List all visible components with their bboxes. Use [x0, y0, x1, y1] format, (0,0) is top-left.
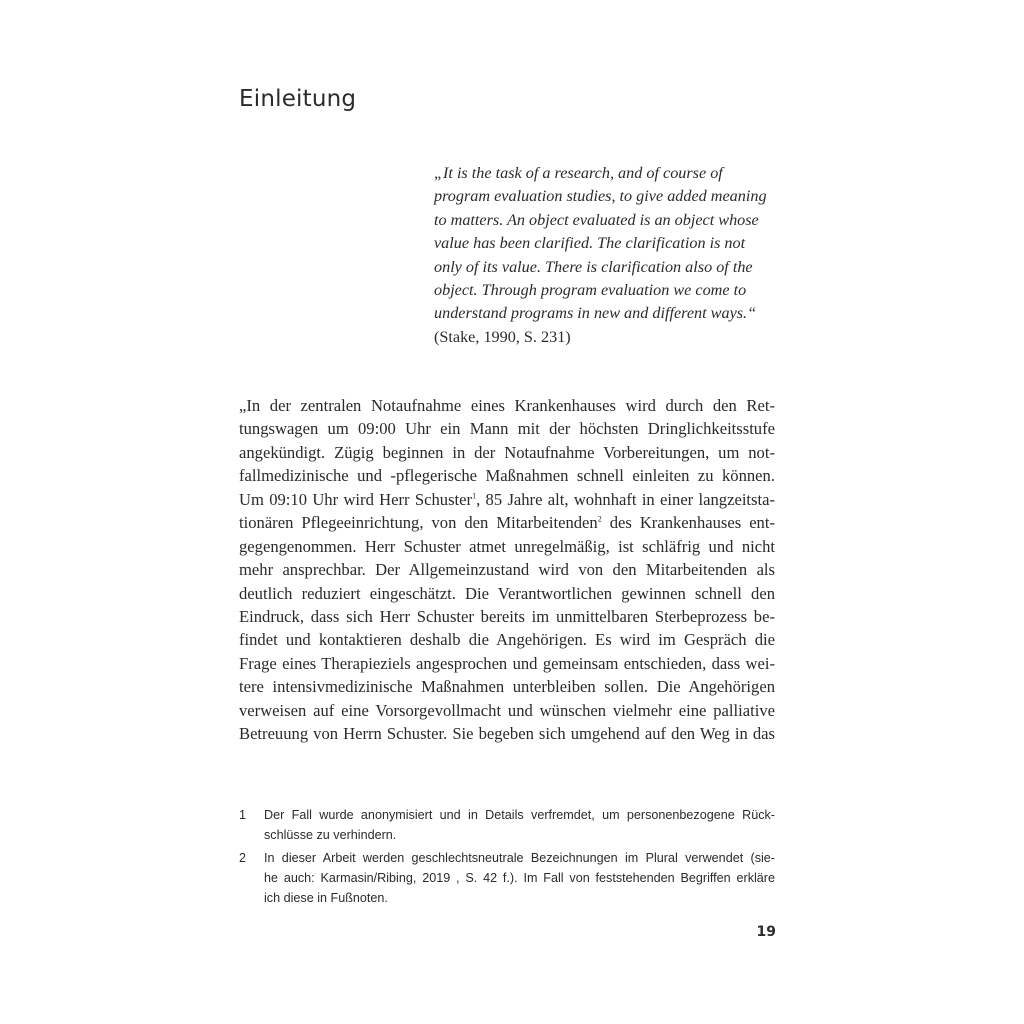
footnote-1	[239, 805, 775, 845]
footnote-2	[239, 848, 775, 908]
footnote-line: he auch: Karmasin/Ribing, 2019 , S. 42 f.). Im Fall von feststehenden Begriffen erkläre	[264, 871, 775, 885]
body-text-segment: tionären Pflegeeinrichtung, von den Mitarbeitenden	[239, 513, 598, 533]
epigraph-line: understand programs in new and different ways.“	[434, 304, 757, 323]
footnote-line: In dieser Arbeit werden geschlechtsneutrale Bezeichnungen im Plural verwendet (sie-	[264, 851, 775, 865]
body-line: Betreuung von Herrn Schuster. Sie begeben sich umgehend auf den Weg in das	[239, 724, 775, 744]
footnote-number: 1	[239, 808, 247, 822]
epigraph-quote	[434, 162, 782, 349]
body-line: „In der zentralen Notaufnahme eines Krankenhauses wird durch den Ret-	[239, 396, 775, 415]
epigraph-line: only of its value. There is clarification also of the	[434, 257, 753, 276]
epigraph-line: value has been clarified. The clarification is not	[434, 234, 746, 253]
body-line: mehr ansprechbar. Der Allgemeinzustand wird von den Mitarbeitenden als	[239, 560, 775, 580]
body-line	[239, 511, 775, 534]
epigraph-line: program evaluation studies, to give added meaning	[434, 187, 767, 206]
footnote-ref-1[interactable]: 1	[472, 491, 477, 501]
footnote-ref-2[interactable]: 2	[597, 514, 602, 524]
body-line: gegengenommen. Herr Schuster atmet unregelmäßig, ist schläfrig und nicht	[239, 536, 775, 556]
epigraph-line: to matters. An object evaluated is an object whose	[434, 210, 759, 229]
body-line: Frage eines Therapieziels angesprochen und gemeinsam entschieden, dass wei-	[239, 653, 775, 673]
footnote-number: 2	[239, 851, 247, 865]
body-text-segment: des Krankenhauses ent-	[601, 513, 775, 533]
footnote-line: schlüsse zu verhindern.	[264, 828, 397, 842]
body-line: Eindruck, dass sich Herr Schuster bereits im unmittelbaren Sterbeprozess be-	[239, 606, 775, 626]
body-line	[239, 488, 775, 511]
body-paragraph	[239, 394, 775, 746]
body-line: deutlich reduziert eingeschätzt. Die Verantwortlichen gewinnen schnell den	[239, 583, 775, 603]
body-text-segment: Um 09:10 Uhr wird Herr Schuster	[239, 489, 473, 509]
body-line: angekündigt. Zügig beginnen in der Notaufnahme Vorbereitungen, um not-	[239, 442, 775, 462]
epigraph-citation: (Stake, 1990, S. 231)	[434, 327, 571, 346]
chapter-heading: Einleitung	[239, 86, 357, 112]
body-line: tungswagen um 09:00 Uhr ein Mann mit der höchsten Dringlichkeitsstufe	[239, 419, 775, 439]
page-number: 19	[756, 924, 776, 940]
footnotes	[239, 805, 775, 911]
epigraph-line: object. Through program evaluation we come to	[434, 281, 747, 300]
body-text-segment: , 85 Jahre alt, wohnhaft in einer langzeitsta-	[476, 489, 776, 509]
epigraph-line: „It is the task of a research, and of course of	[434, 164, 723, 182]
body-line: findet und kontaktieren deshalb die Angehörigen. Es wird im Gespräch die	[239, 630, 775, 650]
footnote-line: ich diese in Fußnoten.	[264, 891, 388, 905]
footnote-line: Der Fall wurde anonymisiert und in Details verfremdet, um personenbezogene Rück-	[264, 808, 775, 822]
body-line: verweisen auf eine Vorsorgevollmacht und wünschen vielmehr eine palliative	[239, 700, 775, 720]
body-line: tere intensivmedizinische Maßnahmen unterbleiben sollen. Die Angehörigen	[239, 677, 775, 697]
body-line: fallmedizinische und -pflegerische Maßnahmen schnell einleiten zu können.	[239, 466, 775, 486]
